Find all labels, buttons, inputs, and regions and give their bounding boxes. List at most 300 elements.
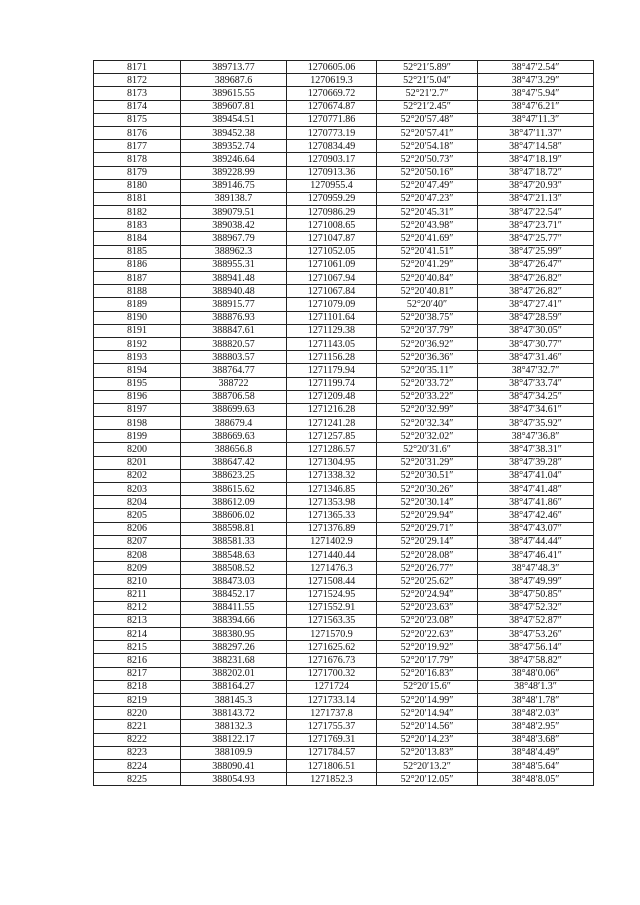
x-coordinate-cell: 388132.3 (181, 720, 287, 733)
table-row (94, 667, 594, 680)
y-coordinate-cell: 1271676.73 (287, 654, 377, 667)
x-coordinate-cell: 388615.62 (181, 483, 287, 496)
longitude-cell: 38°47′27.41″ (478, 298, 594, 311)
longitude-cell: 38°47′2.54″ (478, 61, 594, 74)
y-coordinate-cell: 1271067.94 (287, 272, 377, 285)
x-coordinate-cell: 388669.63 (181, 430, 287, 443)
table-row (94, 773, 594, 786)
latitude-cell: 52°20′14.56″ (377, 720, 478, 733)
longitude-cell: 38°47′25.77″ (478, 232, 594, 245)
x-coordinate-cell: 388297.26 (181, 641, 287, 654)
longitude-cell: 38°47′26.82″ (478, 285, 594, 298)
longitude-cell: 38°48′5.64″ (478, 759, 594, 772)
x-coordinate-cell: 389713.77 (181, 61, 287, 74)
latitude-cell: 52°20′23.08″ (377, 614, 478, 627)
point-number-cell: 8216 (94, 654, 181, 667)
x-coordinate-cell: 388962.3 (181, 245, 287, 258)
point-number-cell: 8180 (94, 179, 181, 192)
x-coordinate-cell: 388109.9 (181, 746, 287, 759)
latitude-cell: 52°20′14.23″ (377, 733, 478, 746)
x-coordinate-cell: 388394.66 (181, 614, 287, 627)
longitude-cell: 38°47′22.54″ (478, 206, 594, 219)
x-coordinate-cell: 388411.55 (181, 601, 287, 614)
x-coordinate-cell: 388941.48 (181, 272, 287, 285)
y-coordinate-cell: 1271508.44 (287, 575, 377, 588)
x-coordinate-cell: 388548.63 (181, 548, 287, 561)
table-row (94, 126, 594, 139)
x-coordinate-cell: 388679.4 (181, 417, 287, 430)
table-row (94, 113, 594, 126)
table-row (94, 87, 594, 100)
latitude-cell: 52°20′35.11″ (377, 364, 478, 377)
y-coordinate-cell: 1271304.95 (287, 456, 377, 469)
longitude-cell: 38°47′36.8″ (478, 430, 594, 443)
longitude-cell: 38°48′8.05″ (478, 773, 594, 786)
point-number-cell: 8193 (94, 351, 181, 364)
latitude-cell: 52°20′25.62″ (377, 575, 478, 588)
longitude-cell: 38°47′32.7″ (478, 364, 594, 377)
point-number-cell: 8181 (94, 192, 181, 205)
longitude-cell: 38°47′25.99″ (478, 245, 594, 258)
y-coordinate-cell: 1271052.05 (287, 245, 377, 258)
table-row (94, 192, 594, 205)
y-coordinate-cell: 1271286.57 (287, 443, 377, 456)
latitude-cell: 52°20′26.77″ (377, 562, 478, 575)
longitude-cell: 38°47′21.13″ (478, 192, 594, 205)
table-row (94, 311, 594, 324)
x-coordinate-cell: 388820.57 (181, 337, 287, 350)
point-number-cell: 8225 (94, 773, 181, 786)
point-number-cell: 8214 (94, 628, 181, 641)
table-row (94, 588, 594, 601)
latitude-cell: 52°20′43.98″ (377, 219, 478, 232)
y-coordinate-cell: 1271101.64 (287, 311, 377, 324)
x-coordinate-cell: 389146.75 (181, 179, 287, 192)
latitude-cell: 52°20′40.81″ (377, 285, 478, 298)
point-number-cell: 8217 (94, 667, 181, 680)
table-row (94, 535, 594, 548)
point-number-cell: 8186 (94, 258, 181, 271)
table-row (94, 351, 594, 364)
point-number-cell: 8178 (94, 153, 181, 166)
table-row (94, 153, 594, 166)
latitude-cell: 52°20′31.6″ (377, 443, 478, 456)
point-number-cell: 8198 (94, 417, 181, 430)
table-row (94, 548, 594, 561)
table-row (94, 720, 594, 733)
y-coordinate-cell: 1270955.4 (287, 179, 377, 192)
longitude-cell: 38°48′3.68″ (478, 733, 594, 746)
table-row (94, 509, 594, 522)
x-coordinate-cell: 389228.99 (181, 166, 287, 179)
x-coordinate-cell: 389607.81 (181, 100, 287, 113)
table-row (94, 206, 594, 219)
point-number-cell: 8203 (94, 483, 181, 496)
latitude-cell: 52°20′32.02″ (377, 430, 478, 443)
point-number-cell: 8199 (94, 430, 181, 443)
y-coordinate-cell: 1271179.94 (287, 364, 377, 377)
longitude-cell: 38°47′41.48″ (478, 483, 594, 496)
y-coordinate-cell: 1270834.49 (287, 140, 377, 153)
table-row (94, 100, 594, 113)
x-coordinate-cell: 389079.51 (181, 206, 287, 219)
point-number-cell: 8171 (94, 61, 181, 74)
y-coordinate-cell: 1271353.98 (287, 496, 377, 509)
x-coordinate-cell: 388876.93 (181, 311, 287, 324)
y-coordinate-cell: 1270903.17 (287, 153, 377, 166)
latitude-cell: 52°20′15.6″ (377, 680, 478, 693)
y-coordinate-cell: 1270773.19 (287, 126, 377, 139)
point-number-cell: 8175 (94, 113, 181, 126)
table-row (94, 285, 594, 298)
y-coordinate-cell: 1270674.87 (287, 100, 377, 113)
table-row (94, 166, 594, 179)
x-coordinate-cell: 388122.17 (181, 733, 287, 746)
point-number-cell: 8219 (94, 694, 181, 707)
latitude-cell: 52°20′30.14″ (377, 496, 478, 509)
longitude-cell: 38°47′35.92″ (478, 417, 594, 430)
y-coordinate-cell: 1270619.3 (287, 74, 377, 87)
table-row (94, 140, 594, 153)
table-row (94, 707, 594, 720)
point-number-cell: 8190 (94, 311, 181, 324)
x-coordinate-cell: 388452.17 (181, 588, 287, 601)
table-row (94, 680, 594, 693)
latitude-cell: 52°20′37.79″ (377, 324, 478, 337)
table-row (94, 641, 594, 654)
table-row (94, 694, 594, 707)
y-coordinate-cell: 1270771.86 (287, 113, 377, 126)
y-coordinate-cell: 1271440.44 (287, 548, 377, 561)
point-number-cell: 8197 (94, 403, 181, 416)
x-coordinate-cell: 388940.48 (181, 285, 287, 298)
latitude-cell: 52°20′47.23″ (377, 192, 478, 205)
longitude-cell: 38°47′31.46″ (478, 351, 594, 364)
x-coordinate-cell: 388508.52 (181, 562, 287, 575)
longitude-cell: 38°47′48.3″ (478, 562, 594, 575)
latitude-cell: 52°20′50.73″ (377, 153, 478, 166)
latitude-cell: 52°20′29.94″ (377, 509, 478, 522)
longitude-cell: 38°47′18.19″ (478, 153, 594, 166)
x-coordinate-cell: 388764.77 (181, 364, 287, 377)
latitude-cell: 52°20′30.51″ (377, 469, 478, 482)
table-row (94, 232, 594, 245)
table-row (94, 74, 594, 87)
latitude-cell: 52°20′36.92″ (377, 337, 478, 350)
table-row (94, 746, 594, 759)
y-coordinate-cell: 1271365.33 (287, 509, 377, 522)
y-coordinate-cell: 1271806.51 (287, 759, 377, 772)
y-coordinate-cell: 1271338.32 (287, 469, 377, 482)
table-row (94, 179, 594, 192)
x-coordinate-cell: 388699.63 (181, 403, 287, 416)
table-row (94, 245, 594, 258)
longitude-cell: 38°47′30.05″ (478, 324, 594, 337)
point-number-cell: 8188 (94, 285, 181, 298)
x-coordinate-cell: 388090.41 (181, 759, 287, 772)
y-coordinate-cell: 1271733.14 (287, 694, 377, 707)
point-number-cell: 8184 (94, 232, 181, 245)
longitude-cell: 38°47′41.86″ (478, 496, 594, 509)
longitude-cell: 38°47′34.25″ (478, 390, 594, 403)
latitude-cell: 52°21′2.7″ (377, 87, 478, 100)
point-number-cell: 8223 (94, 746, 181, 759)
longitude-cell: 38°47′6.21″ (478, 100, 594, 113)
table-row (94, 390, 594, 403)
x-coordinate-cell: 388606.02 (181, 509, 287, 522)
latitude-cell: 52°20′36.36″ (377, 351, 478, 364)
table-row (94, 61, 594, 74)
y-coordinate-cell: 1271769.31 (287, 733, 377, 746)
point-number-cell: 8205 (94, 509, 181, 522)
point-number-cell: 8192 (94, 337, 181, 350)
latitude-cell: 52°20′13.83″ (377, 746, 478, 759)
longitude-cell: 38°47′39.28″ (478, 456, 594, 469)
x-coordinate-cell: 388473.03 (181, 575, 287, 588)
x-coordinate-cell: 389454.51 (181, 113, 287, 126)
table-row (94, 562, 594, 575)
y-coordinate-cell: 1271008.65 (287, 219, 377, 232)
point-number-cell: 8183 (94, 219, 181, 232)
y-coordinate-cell: 1271625.62 (287, 641, 377, 654)
x-coordinate-cell: 388706.58 (181, 390, 287, 403)
table-row (94, 258, 594, 271)
latitude-cell: 52°20′23.63″ (377, 601, 478, 614)
point-number-cell: 8201 (94, 456, 181, 469)
longitude-cell: 38°48′2.03″ (478, 707, 594, 720)
point-number-cell: 8215 (94, 641, 181, 654)
longitude-cell: 38°48′1.3″ (478, 680, 594, 693)
latitude-cell: 52°20′47.49″ (377, 179, 478, 192)
table-row (94, 324, 594, 337)
table-row (94, 430, 594, 443)
x-coordinate-cell: 388164.27 (181, 680, 287, 693)
x-coordinate-cell: 389246.64 (181, 153, 287, 166)
point-number-cell: 8224 (94, 759, 181, 772)
table-row (94, 364, 594, 377)
longitude-cell: 38°47′52.87″ (478, 614, 594, 627)
point-number-cell: 8177 (94, 140, 181, 153)
latitude-cell: 52°20′29.71″ (377, 522, 478, 535)
latitude-cell: 52°20′41.69″ (377, 232, 478, 245)
longitude-cell: 38°47′44.44″ (478, 535, 594, 548)
y-coordinate-cell: 1271784.57 (287, 746, 377, 759)
x-coordinate-cell: 388202.01 (181, 667, 287, 680)
y-coordinate-cell: 1271199.74 (287, 377, 377, 390)
latitude-cell: 52°20′19.92″ (377, 641, 478, 654)
longitude-cell: 38°47′20.93″ (478, 179, 594, 192)
table-row (94, 759, 594, 772)
point-number-cell: 8206 (94, 522, 181, 535)
point-number-cell: 8207 (94, 535, 181, 548)
latitude-cell: 52°21′5.04″ (377, 74, 478, 87)
y-coordinate-cell: 1271524.95 (287, 588, 377, 601)
longitude-cell: 38°47′49.99″ (478, 575, 594, 588)
longitude-cell: 38°48′0.06″ (478, 667, 594, 680)
table-row (94, 614, 594, 627)
latitude-cell: 52°20′33.72″ (377, 377, 478, 390)
latitude-cell: 52°20′38.75″ (377, 311, 478, 324)
y-coordinate-cell: 1271143.05 (287, 337, 377, 350)
latitude-cell: 52°20′32.34″ (377, 417, 478, 430)
longitude-cell: 38°47′30.77″ (478, 337, 594, 350)
longitude-cell: 38°47′58.82″ (478, 654, 594, 667)
table-row (94, 483, 594, 496)
longitude-cell: 38°47′46.41″ (478, 548, 594, 561)
table-row (94, 522, 594, 535)
latitude-cell: 52°20′40.84″ (377, 272, 478, 285)
latitude-cell: 52°20′14.94″ (377, 707, 478, 720)
longitude-cell: 38°47′26.47″ (478, 258, 594, 271)
point-number-cell: 8200 (94, 443, 181, 456)
y-coordinate-cell: 1271257.85 (287, 430, 377, 443)
longitude-cell: 38°47′56.14″ (478, 641, 594, 654)
longitude-cell: 38°47′53.26″ (478, 628, 594, 641)
x-coordinate-cell: 388598.81 (181, 522, 287, 535)
x-coordinate-cell: 389687.6 (181, 74, 287, 87)
table-row (94, 575, 594, 588)
latitude-cell: 52°20′41.29″ (377, 258, 478, 271)
coordinates-table-body (94, 61, 594, 786)
table-row (94, 654, 594, 667)
y-coordinate-cell: 1271737.8 (287, 707, 377, 720)
point-number-cell: 8196 (94, 390, 181, 403)
longitude-cell: 38°47′41.04″ (478, 469, 594, 482)
latitude-cell: 52°20′40″ (377, 298, 478, 311)
point-number-cell: 8173 (94, 87, 181, 100)
latitude-cell: 52°20′57.48″ (377, 113, 478, 126)
longitude-cell: 38°47′52.32″ (478, 601, 594, 614)
point-number-cell: 8194 (94, 364, 181, 377)
y-coordinate-cell: 1271129.38 (287, 324, 377, 337)
latitude-cell: 52°20′50.16″ (377, 166, 478, 179)
x-coordinate-cell: 388722 (181, 377, 287, 390)
coordinates-table (93, 60, 594, 786)
longitude-cell: 38°47′5.94″ (478, 87, 594, 100)
table-row (94, 417, 594, 430)
latitude-cell: 52°21′5.89″ (377, 61, 478, 74)
table-row (94, 733, 594, 746)
latitude-cell: 52°20′17.79″ (377, 654, 478, 667)
table-row (94, 469, 594, 482)
point-number-cell: 8218 (94, 680, 181, 693)
longitude-cell: 38°47′26.82″ (478, 272, 594, 285)
latitude-cell: 52°20′24.94″ (377, 588, 478, 601)
y-coordinate-cell: 1271852.3 (287, 773, 377, 786)
point-number-cell: 8211 (94, 588, 181, 601)
longitude-cell: 38°47′38.31″ (478, 443, 594, 456)
y-coordinate-cell: 1271755.37 (287, 720, 377, 733)
latitude-cell: 52°21′2.45″ (377, 100, 478, 113)
longitude-cell: 38°47′50.85″ (478, 588, 594, 601)
point-number-cell: 8174 (94, 100, 181, 113)
latitude-cell: 52°20′31.29″ (377, 456, 478, 469)
point-number-cell: 8191 (94, 324, 181, 337)
x-coordinate-cell: 388581.33 (181, 535, 287, 548)
x-coordinate-cell: 388656.8 (181, 443, 287, 456)
x-coordinate-cell: 388803.57 (181, 351, 287, 364)
y-coordinate-cell: 1271346.85 (287, 483, 377, 496)
point-number-cell: 8195 (94, 377, 181, 390)
y-coordinate-cell: 1270669.72 (287, 87, 377, 100)
x-coordinate-cell: 389038.42 (181, 219, 287, 232)
y-coordinate-cell: 1271067.84 (287, 285, 377, 298)
latitude-cell: 52°20′32.99″ (377, 403, 478, 416)
point-number-cell: 8221 (94, 720, 181, 733)
latitude-cell: 52°20′28.08″ (377, 548, 478, 561)
x-coordinate-cell: 388143.72 (181, 707, 287, 720)
latitude-cell: 52°20′22.63″ (377, 628, 478, 641)
x-coordinate-cell: 389138.7 (181, 192, 287, 205)
y-coordinate-cell: 1270605.06 (287, 61, 377, 74)
point-number-cell: 8210 (94, 575, 181, 588)
longitude-cell: 38°47′11.37″ (478, 126, 594, 139)
y-coordinate-cell: 1271209.48 (287, 390, 377, 403)
longitude-cell: 38°47′18.72″ (478, 166, 594, 179)
x-coordinate-cell: 389452.38 (181, 126, 287, 139)
latitude-cell: 52°20′57.41″ (377, 126, 478, 139)
point-number-cell: 8220 (94, 707, 181, 720)
table-row (94, 377, 594, 390)
longitude-cell: 38°47′3.29″ (478, 74, 594, 87)
x-coordinate-cell: 388145.3 (181, 694, 287, 707)
longitude-cell: 38°47′33.74″ (478, 377, 594, 390)
y-coordinate-cell: 1271241.28 (287, 417, 377, 430)
latitude-cell: 52°20′30.26″ (377, 483, 478, 496)
longitude-cell: 38°47′14.58″ (478, 140, 594, 153)
point-number-cell: 8222 (94, 733, 181, 746)
latitude-cell: 52°20′13.2″ (377, 759, 478, 772)
latitude-cell: 52°20′41.51″ (377, 245, 478, 258)
point-number-cell: 8204 (94, 496, 181, 509)
latitude-cell: 52°20′12.05″ (377, 773, 478, 786)
table-row (94, 601, 594, 614)
longitude-cell: 38°47′23.71″ (478, 219, 594, 232)
point-number-cell: 8179 (94, 166, 181, 179)
table-row (94, 337, 594, 350)
longitude-cell: 38°47′28.59″ (478, 311, 594, 324)
point-number-cell: 8176 (94, 126, 181, 139)
point-number-cell: 8182 (94, 206, 181, 219)
point-number-cell: 8212 (94, 601, 181, 614)
point-number-cell: 8208 (94, 548, 181, 561)
x-coordinate-cell: 388967.79 (181, 232, 287, 245)
y-coordinate-cell: 1271552.91 (287, 601, 377, 614)
x-coordinate-cell: 388231.68 (181, 654, 287, 667)
point-number-cell: 8202 (94, 469, 181, 482)
y-coordinate-cell: 1270913.36 (287, 166, 377, 179)
table-row (94, 628, 594, 641)
table-row (94, 496, 594, 509)
latitude-cell: 52°20′29.14″ (377, 535, 478, 548)
y-coordinate-cell: 1270986.29 (287, 206, 377, 219)
latitude-cell: 52°20′54.18″ (377, 140, 478, 153)
point-number-cell: 8172 (94, 74, 181, 87)
x-coordinate-cell: 388623.25 (181, 469, 287, 482)
x-coordinate-cell: 388847.61 (181, 324, 287, 337)
y-coordinate-cell: 1270959.29 (287, 192, 377, 205)
x-coordinate-cell: 389352.74 (181, 140, 287, 153)
table-row (94, 298, 594, 311)
longitude-cell: 38°48′1.78″ (478, 694, 594, 707)
longitude-cell: 38°47′11.3″ (478, 113, 594, 126)
y-coordinate-cell: 1271061.09 (287, 258, 377, 271)
y-coordinate-cell: 1271216.28 (287, 403, 377, 416)
table-row (94, 219, 594, 232)
longitude-cell: 38°47′42.46″ (478, 509, 594, 522)
x-coordinate-cell: 388054.93 (181, 773, 287, 786)
x-coordinate-cell: 389615.55 (181, 87, 287, 100)
